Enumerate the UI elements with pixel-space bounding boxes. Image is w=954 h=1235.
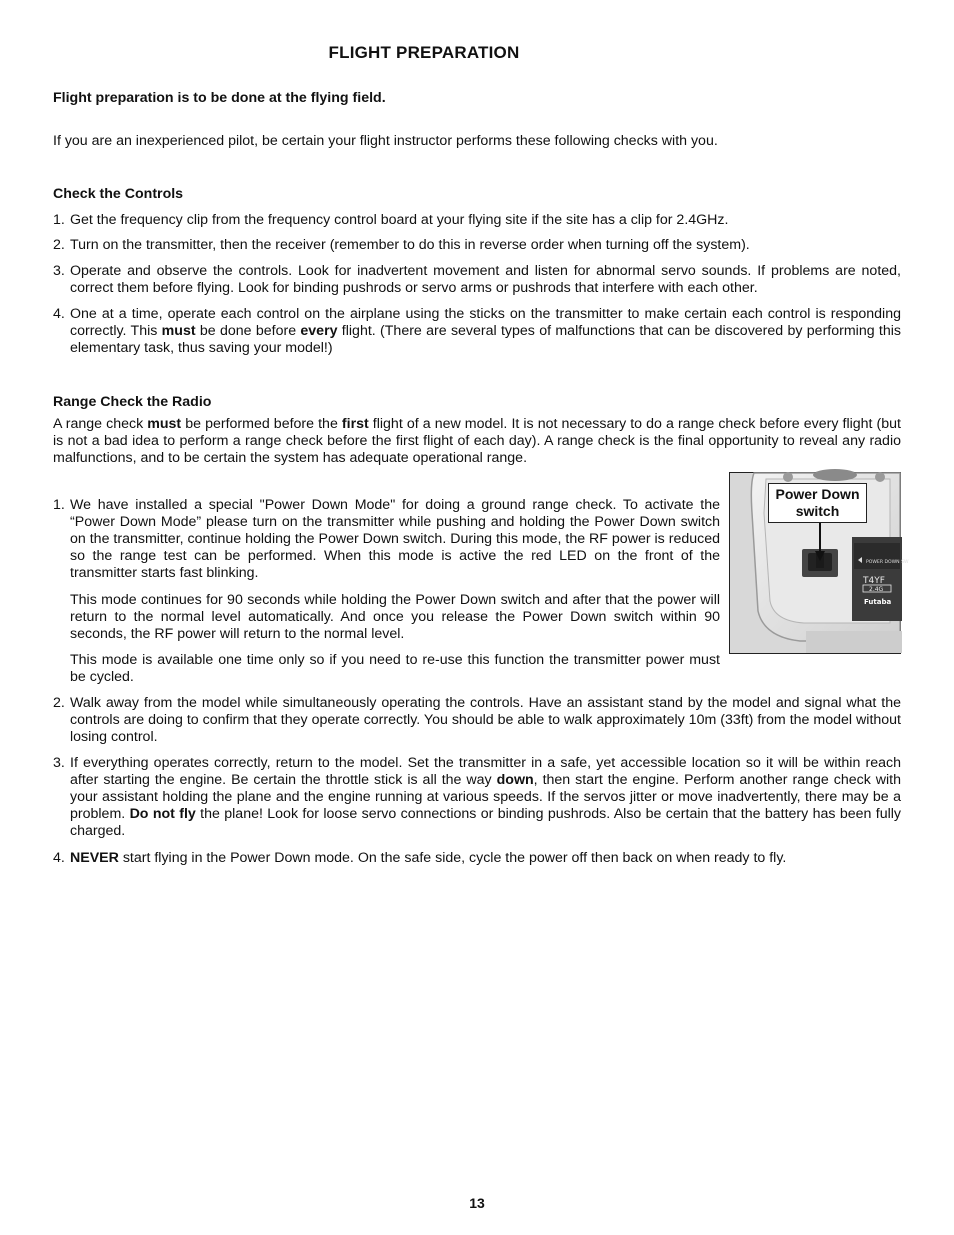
emphasis-first: first — [341, 416, 369, 432]
list-item — [53, 695, 901, 746]
emphasis-do-not-fly: Do not fly — [129, 806, 196, 822]
page-title: FLIGHT PREPARATION — [328, 43, 520, 62]
list-item — [53, 497, 720, 582]
emphasis-must: must — [161, 323, 196, 339]
subtitle: Flight preparation is to be done at the flying field. — [53, 90, 386, 106]
section-heading-range: Range Check the Radio — [53, 394, 212, 410]
list-number: 3. — [53, 755, 65, 771]
emphasis-every: every — [300, 323, 338, 339]
list-item — [53, 263, 901, 297]
list-item — [53, 850, 901, 867]
list-text: Operate and observe the controls. Look for inadvertent movement and listen for abnormal servo sounds. If problems are noted, correct them before flying. Look for binding pushrods or servo arms or pushrods that interfere with each other. — [70, 263, 901, 296]
page-number: 13 — [469, 1195, 485, 1211]
emphasis-down: down — [496, 772, 534, 788]
list-text: One at a time, operate each control on the airplane using the sticks on the transmitter to make certain each control is responding correctly. This must be done before every flight. (There are several types of malfunctions that can be discovered by performing this elementary task, thus saving your model!) — [70, 306, 901, 356]
list-paragraph: This mode is available one time only so if you need to re-use this function the transmitter power must be cycled. — [70, 652, 720, 685]
list-item — [53, 237, 901, 254]
list-text: Walk away from the model while simultaneously operating the controls. Have an assistant stand by the model and signal what the controls are doing to confirm that they operate correctly. You should be able to walk approximately 10m (33ft) from the model without losing control. — [70, 695, 901, 745]
list-number: 1. — [53, 497, 65, 513]
transmitter-figure — [729, 472, 909, 654]
emphasis-never: NEVER — [70, 850, 119, 866]
power-down-label: POWER DOWN SW — [866, 560, 909, 565]
list-text: If everything operates correctly, return to the model. Set the transmitter in a safe, yet accessible location so it will be within reach after starting the engine. Be certain the throttle stick is all the way down, then start the engine. Perform another range check with your assistant holding the plane and the engine running at various speeds. If the servos jitter or move inadvertently, there may be a problem. Do not fly the plane! Look for loose servo connections or binding pushrods. Also be certain that the battery has been fully charged. — [70, 755, 901, 839]
list-number: 3. — [53, 263, 65, 279]
callout-label: Power Down switch — [768, 483, 867, 523]
list-text: We have installed a special "Power Down Mode" for doing a ground range check. To activate the “Power Down Mode” please turn on the transmitter while pushing and holding the Power Down switch on the transmitter, continue holding the Power Down switch. During this mode, the RF power is reduced so the range test can be performed. When this mode is active the red LED on the front of the transmitter starts fast blinking. — [70, 497, 720, 581]
model-label: T4YF — [863, 576, 885, 586]
list-paragraph: This mode continues for 90 seconds while holding the Power Down switch and after that the power will return to the normal level automatically. And once you release the Power Down switch within 90 seconds, the RF power will return to the normal level. — [70, 592, 720, 642]
list-number: 2. — [53, 237, 65, 253]
list-text: Get the frequency clip from the frequency control board at your flying site if the site has a clip for 2.4GHz. — [70, 212, 729, 228]
intro-text: If you are an inexperienced pilot, be certain your flight instructor performs these following checks with you. — [53, 133, 718, 149]
range-intro: A range check must be performed before the first flight of a new model. It is not necessary to do a range check before every flight (but is not a bad idea to perform a range check before the first flight of each day). A range check is the final opportunity to reveal any radio malfunctions, and to be certain the system has adequate operational range. — [53, 416, 901, 466]
list-item — [53, 755, 901, 840]
section-heading-controls: Check the Controls — [53, 186, 184, 202]
list-text: Turn on the transmitter, then the receiver (remember to do this in reverse order when turning off the system). — [70, 237, 750, 253]
band-label: 2.4G — [869, 586, 884, 593]
list-number: 4. — [53, 306, 65, 322]
list-item — [53, 212, 901, 229]
brand-logo: Futaba — [864, 598, 892, 606]
list-number: 1. — [53, 212, 65, 228]
list-number: 2. — [53, 695, 65, 711]
list-item — [53, 306, 901, 357]
emphasis-must: must — [147, 416, 182, 432]
list-text: NEVER start flying in the Power Down mode. On the safe side, cycle the power off then back on when ready to fly. — [70, 850, 787, 866]
list-number: 4. — [53, 850, 65, 866]
